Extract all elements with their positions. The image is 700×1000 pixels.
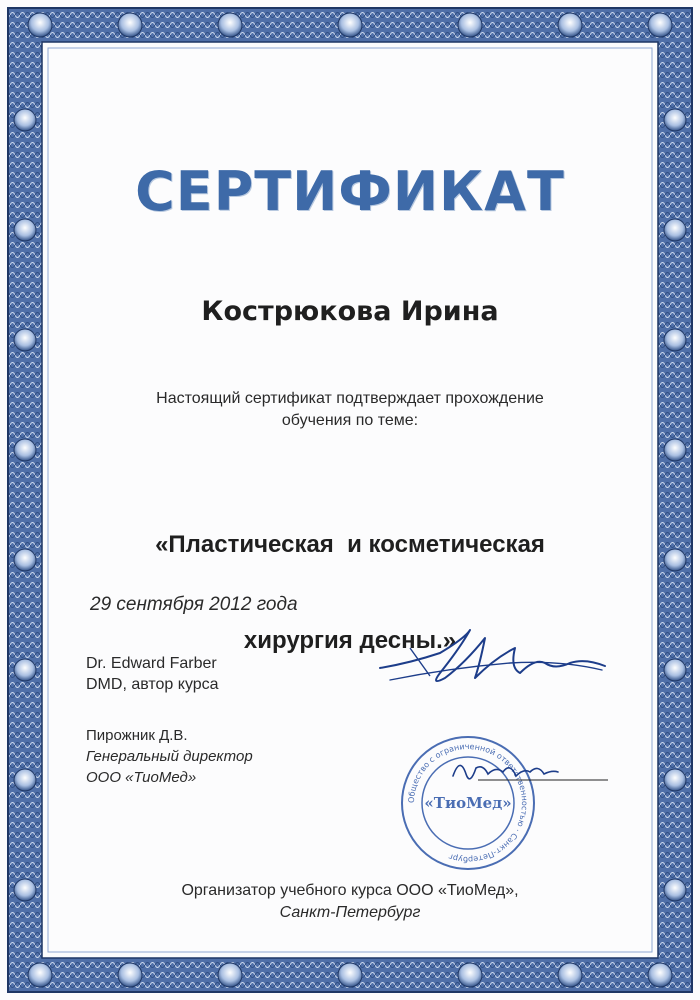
recipient-name: Кострюкова Ирина xyxy=(201,296,499,327)
bottom-medallions xyxy=(28,963,672,987)
intro-line-2: обучения по теме: xyxy=(281,412,419,429)
organizer-line-1: Организатор учебного курса ООО «ТиоМед», xyxy=(181,882,519,899)
course-organizer xyxy=(100,880,600,924)
signatory-director xyxy=(86,725,253,788)
top-medallions xyxy=(28,13,672,37)
signatory-author xyxy=(86,653,219,695)
stamp-center-text: «ТиоМед» xyxy=(424,794,512,812)
farber-signature xyxy=(370,618,610,698)
certificate-date: 29 сентября 2012 года xyxy=(90,594,298,615)
director-signature xyxy=(448,746,618,796)
director-company: ООО «ТиоМед» xyxy=(86,769,197,786)
author-role: DMD, автор курса xyxy=(86,676,219,693)
topic-line-1: «Пластическая и косметическая xyxy=(155,531,545,558)
intro-line-1: Настоящий сертификат подтверждает прохождение xyxy=(156,390,544,407)
director-role: Генеральный директор xyxy=(86,748,253,765)
certificate-title: СЕРТИФИКАТ xyxy=(135,160,565,223)
intro-text xyxy=(110,388,590,432)
topic-line-2: хирургия десны.» xyxy=(243,627,457,654)
author-name: Dr. Edward Farber xyxy=(86,655,217,672)
stamp-ring-text: Общество с ограниченной ответственностью · Санкт-Петербург xyxy=(406,741,530,865)
organizer-line-2: Санкт-Петербург xyxy=(279,904,421,921)
director-name: Пирожник Д.В. xyxy=(86,727,188,744)
